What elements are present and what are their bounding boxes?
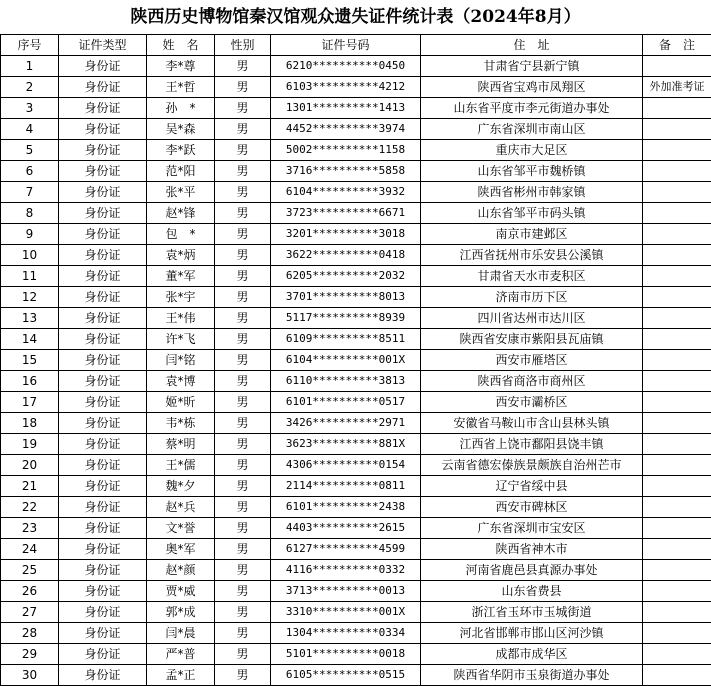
cell-address: 河北省邯郸市邯山区河沙镇 (421, 623, 643, 644)
cell-gender: 男 (215, 413, 271, 434)
cell-address: 河南省鹿邑县真源办事处 (421, 560, 643, 581)
cell-seq: 29 (1, 644, 59, 665)
header-type: 证件类型 (59, 35, 147, 56)
table-row (1, 140, 711, 161)
cell-note (643, 518, 711, 539)
cell-name: 孟*正 (147, 665, 215, 686)
lost-id-table (0, 34, 711, 686)
cell-name: 魏*夕 (147, 476, 215, 497)
cell-address: 陕西省安康市紫阳县瓦庙镇 (421, 329, 643, 350)
cell-seq: 3 (1, 98, 59, 119)
cell-type: 身份证 (59, 539, 147, 560)
cell-gender: 男 (215, 308, 271, 329)
cell-gender: 男 (215, 644, 271, 665)
cell-type: 身份证 (59, 350, 147, 371)
cell-address: 山东省邹平市魏桥镇 (421, 161, 643, 182)
cell-seq: 11 (1, 266, 59, 287)
cell-type: 身份证 (59, 140, 147, 161)
cell-note (643, 476, 711, 497)
table-row (1, 476, 711, 497)
cell-gender: 男 (215, 119, 271, 140)
cell-name: 许*飞 (147, 329, 215, 350)
cell-address: 南京市建邺区 (421, 224, 643, 245)
cell-name: 王*哲 (147, 77, 215, 98)
cell-type: 身份证 (59, 476, 147, 497)
table-row (1, 434, 711, 455)
table-row (1, 665, 711, 686)
cell-name: 李*跃 (147, 140, 215, 161)
cell-note (643, 245, 711, 266)
cell-type: 身份证 (59, 161, 147, 182)
cell-seq: 9 (1, 224, 59, 245)
cell-seq: 19 (1, 434, 59, 455)
cell-id: 5117**********8939 (271, 308, 421, 329)
cell-address: 重庆市大足区 (421, 140, 643, 161)
cell-name: 王*儒 (147, 455, 215, 476)
cell-address: 济南市历下区 (421, 287, 643, 308)
cell-seq: 18 (1, 413, 59, 434)
cell-note (643, 392, 711, 413)
cell-name: 严*普 (147, 644, 215, 665)
table-row (1, 644, 711, 665)
cell-seq: 22 (1, 497, 59, 518)
cell-note (643, 329, 711, 350)
cell-note (643, 182, 711, 203)
cell-id: 3713**********0013 (271, 581, 421, 602)
cell-gender: 男 (215, 560, 271, 581)
cell-seq: 6 (1, 161, 59, 182)
cell-type: 身份证 (59, 329, 147, 350)
cell-address: 甘肃省宁县新宁镇 (421, 56, 643, 77)
cell-note (643, 497, 711, 518)
cell-seq: 5 (1, 140, 59, 161)
cell-id: 6127**********4599 (271, 539, 421, 560)
cell-note (643, 308, 711, 329)
cell-gender: 男 (215, 539, 271, 560)
cell-type: 身份证 (59, 308, 147, 329)
cell-gender: 男 (215, 476, 271, 497)
cell-id: 6104**********001X (271, 350, 421, 371)
cell-address: 陕西省神木市 (421, 539, 643, 560)
cell-seq: 12 (1, 287, 59, 308)
cell-gender: 男 (215, 623, 271, 644)
cell-seq: 21 (1, 476, 59, 497)
cell-id: 6205**********2032 (271, 266, 421, 287)
cell-name: 韦*栋 (147, 413, 215, 434)
cell-id: 6210**********0450 (271, 56, 421, 77)
cell-seq: 14 (1, 329, 59, 350)
cell-type: 身份证 (59, 560, 147, 581)
cell-note (643, 350, 711, 371)
cell-name: 赵*兵 (147, 497, 215, 518)
cell-type: 身份证 (59, 392, 147, 413)
cell-note (643, 623, 711, 644)
cell-seq: 1 (1, 56, 59, 77)
cell-name: 姬*昕 (147, 392, 215, 413)
cell-gender: 男 (215, 392, 271, 413)
cell-id: 3701**********8013 (271, 287, 421, 308)
table-row (1, 224, 711, 245)
cell-name: 赵*颜 (147, 560, 215, 581)
table-row (1, 371, 711, 392)
cell-seq: 23 (1, 518, 59, 539)
cell-type: 身份证 (59, 581, 147, 602)
cell-note (643, 560, 711, 581)
cell-note (643, 413, 711, 434)
cell-name: 范*阳 (147, 161, 215, 182)
cell-gender: 男 (215, 77, 271, 98)
cell-address: 陕西省华阴市玉泉街道办事处 (421, 665, 643, 686)
cell-address: 辽宁省绥中县 (421, 476, 643, 497)
cell-gender: 男 (215, 665, 271, 686)
cell-seq: 27 (1, 602, 59, 623)
table-row (1, 413, 711, 434)
cell-seq: 17 (1, 392, 59, 413)
cell-seq: 8 (1, 203, 59, 224)
header-seq: 序号 (1, 35, 59, 56)
cell-address: 西安市碑林区 (421, 497, 643, 518)
cell-type: 身份证 (59, 644, 147, 665)
cell-id: 3622**********0418 (271, 245, 421, 266)
cell-address: 四川省达州市达川区 (421, 308, 643, 329)
table-row (1, 350, 711, 371)
table-row (1, 182, 711, 203)
cell-note (643, 371, 711, 392)
cell-note (643, 56, 711, 77)
cell-type: 身份证 (59, 665, 147, 686)
cell-id: 1301**********1413 (271, 98, 421, 119)
cell-id: 5101**********0018 (271, 644, 421, 665)
cell-gender: 男 (215, 350, 271, 371)
cell-gender: 男 (215, 455, 271, 476)
cell-address: 广东省深圳市宝安区 (421, 518, 643, 539)
cell-address: 陕西省彬州市韩家镇 (421, 182, 643, 203)
table-row (1, 497, 711, 518)
cell-seq: 13 (1, 308, 59, 329)
cell-type: 身份证 (59, 371, 147, 392)
header-gender: 性别 (215, 35, 271, 56)
table-row (1, 455, 711, 476)
cell-gender: 男 (215, 329, 271, 350)
cell-address: 江西省抚州市乐安县公溪镇 (421, 245, 643, 266)
cell-id: 5002**********1158 (271, 140, 421, 161)
cell-id: 4452**********3974 (271, 119, 421, 140)
cell-gender: 男 (215, 224, 271, 245)
cell-note (643, 224, 711, 245)
table-row (1, 308, 711, 329)
cell-address: 陕西省商洛市商州区 (421, 371, 643, 392)
table-row (1, 392, 711, 413)
cell-address: 云南省德宏傣族景颇族自治州芒市 (421, 455, 643, 476)
cell-note (643, 644, 711, 665)
cell-id: 6103**********4212 (271, 77, 421, 98)
cell-note (643, 434, 711, 455)
table-row (1, 287, 711, 308)
cell-gender: 男 (215, 161, 271, 182)
cell-address: 陕西省宝鸡市凤翔区 (421, 77, 643, 98)
cell-id: 3310**********001X (271, 602, 421, 623)
table-row (1, 77, 711, 98)
cell-note (643, 539, 711, 560)
cell-gender: 男 (215, 581, 271, 602)
cell-name: 袁*炳 (147, 245, 215, 266)
cell-gender: 男 (215, 266, 271, 287)
cell-gender: 男 (215, 140, 271, 161)
header-address: 住 址 (421, 35, 643, 56)
cell-name: 张*平 (147, 182, 215, 203)
cell-type: 身份证 (59, 497, 147, 518)
cell-id: 4403**********2615 (271, 518, 421, 539)
cell-seq: 24 (1, 539, 59, 560)
cell-address: 甘肃省天水市麦积区 (421, 266, 643, 287)
cell-note (643, 140, 711, 161)
cell-id: 3201**********3018 (271, 224, 421, 245)
cell-type: 身份证 (59, 413, 147, 434)
cell-note (643, 287, 711, 308)
cell-type: 身份证 (59, 98, 147, 119)
cell-id: 3716**********5858 (271, 161, 421, 182)
cell-type: 身份证 (59, 623, 147, 644)
cell-name: 孙 * (147, 98, 215, 119)
cell-note (643, 581, 711, 602)
cell-address: 广东省深圳市南山区 (421, 119, 643, 140)
cell-name: 包 * (147, 224, 215, 245)
table-row (1, 245, 711, 266)
cell-address: 安徽省马鞍山市含山县林头镇 (421, 413, 643, 434)
cell-type: 身份证 (59, 266, 147, 287)
cell-note (643, 455, 711, 476)
cell-gender: 男 (215, 518, 271, 539)
cell-gender: 男 (215, 287, 271, 308)
cell-name: 袁*博 (147, 371, 215, 392)
cell-note (643, 119, 711, 140)
cell-id: 4306**********0154 (271, 455, 421, 476)
cell-id: 6110**********3813 (271, 371, 421, 392)
cell-gender: 男 (215, 98, 271, 119)
cell-address: 江西省上饶市鄱阳县饶丰镇 (421, 434, 643, 455)
header-note: 备 注 (643, 35, 711, 56)
cell-note (643, 602, 711, 623)
cell-type: 身份证 (59, 434, 147, 455)
cell-note: 外加准考证 (643, 77, 711, 98)
table-row (1, 56, 711, 77)
cell-id: 6101**********2438 (271, 497, 421, 518)
table-row (1, 518, 711, 539)
cell-gender: 男 (215, 371, 271, 392)
cell-seq: 2 (1, 77, 59, 98)
table-row (1, 329, 711, 350)
cell-note (643, 203, 711, 224)
header-name: 姓 名 (147, 35, 215, 56)
header-id: 证件号码 (271, 35, 421, 56)
table-row (1, 161, 711, 182)
cell-name: 闫*铭 (147, 350, 215, 371)
cell-seq: 4 (1, 119, 59, 140)
cell-type: 身份证 (59, 245, 147, 266)
cell-seq: 10 (1, 245, 59, 266)
cell-gender: 男 (215, 203, 271, 224)
cell-seq: 16 (1, 371, 59, 392)
cell-seq: 26 (1, 581, 59, 602)
cell-seq: 25 (1, 560, 59, 581)
cell-id: 3426**********2971 (271, 413, 421, 434)
cell-address: 西安市雁塔区 (421, 350, 643, 371)
table-row (1, 539, 711, 560)
cell-name: 蔡*明 (147, 434, 215, 455)
table-row (1, 602, 711, 623)
cell-id: 6104**********3932 (271, 182, 421, 203)
cell-address: 成都市成华区 (421, 644, 643, 665)
table-row (1, 266, 711, 287)
table-row (1, 98, 711, 119)
cell-id: 6105**********0515 (271, 665, 421, 686)
cell-type: 身份证 (59, 203, 147, 224)
cell-type: 身份证 (59, 287, 147, 308)
cell-address: 浙江省玉环市玉城街道 (421, 602, 643, 623)
cell-note (643, 266, 711, 287)
table-row (1, 560, 711, 581)
cell-id: 2114**********0811 (271, 476, 421, 497)
cell-id: 3723**********6671 (271, 203, 421, 224)
cell-type: 身份证 (59, 518, 147, 539)
cell-type: 身份证 (59, 56, 147, 77)
cell-type: 身份证 (59, 182, 147, 203)
cell-name: 贾*威 (147, 581, 215, 602)
cell-name: 文*誉 (147, 518, 215, 539)
cell-name: 吴*森 (147, 119, 215, 140)
cell-address: 山东省邹平市码头镇 (421, 203, 643, 224)
cell-gender: 男 (215, 245, 271, 266)
cell-type: 身份证 (59, 119, 147, 140)
cell-id: 1304**********0334 (271, 623, 421, 644)
cell-name: 赵*锋 (147, 203, 215, 224)
cell-seq: 28 (1, 623, 59, 644)
cell-gender: 男 (215, 497, 271, 518)
cell-id: 6101**********0517 (271, 392, 421, 413)
table-row (1, 119, 711, 140)
cell-address: 山东省费县 (421, 581, 643, 602)
header-row (1, 35, 711, 56)
cell-type: 身份证 (59, 602, 147, 623)
cell-note (643, 161, 711, 182)
cell-address: 山东省平度市李元街道办事处 (421, 98, 643, 119)
cell-note (643, 98, 711, 119)
cell-type: 身份证 (59, 224, 147, 245)
cell-type: 身份证 (59, 455, 147, 476)
cell-gender: 男 (215, 182, 271, 203)
cell-seq: 7 (1, 182, 59, 203)
cell-id: 3623**********881X (271, 434, 421, 455)
cell-name: 董*军 (147, 266, 215, 287)
cell-name: 张*宇 (147, 287, 215, 308)
cell-gender: 男 (215, 602, 271, 623)
cell-seq: 20 (1, 455, 59, 476)
cell-name: 李*尊 (147, 56, 215, 77)
cell-name: 闫*晨 (147, 623, 215, 644)
cell-id: 6109**********8511 (271, 329, 421, 350)
table-row (1, 581, 711, 602)
cell-seq: 15 (1, 350, 59, 371)
cell-address: 西安市灞桥区 (421, 392, 643, 413)
table-row (1, 203, 711, 224)
cell-name: 奥*军 (147, 539, 215, 560)
page-title: 陕西历史博物馆秦汉馆观众遗失证件统计表（2024年8月） (0, 0, 711, 34)
cell-name: 王*伟 (147, 308, 215, 329)
cell-seq: 30 (1, 665, 59, 686)
cell-note (643, 665, 711, 686)
cell-gender: 男 (215, 56, 271, 77)
table-row (1, 623, 711, 644)
cell-gender: 男 (215, 434, 271, 455)
cell-type: 身份证 (59, 77, 147, 98)
cell-name: 郭*成 (147, 602, 215, 623)
cell-id: 4116**********0332 (271, 560, 421, 581)
